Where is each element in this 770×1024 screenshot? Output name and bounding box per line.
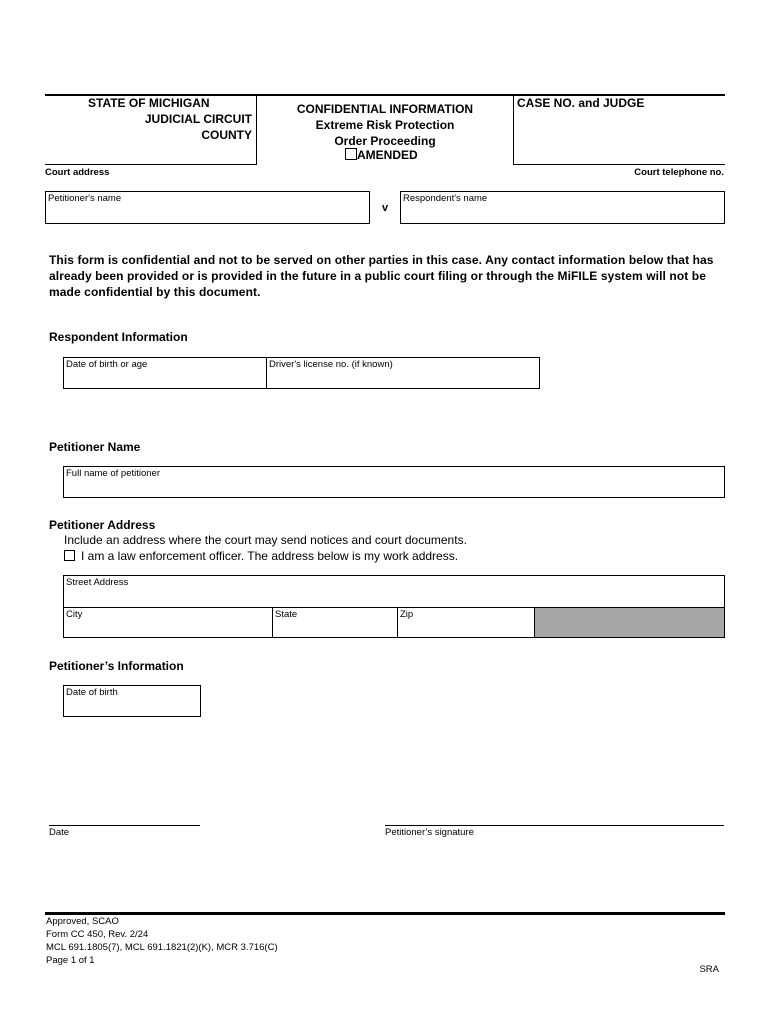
shaded-cell [534, 607, 725, 638]
header-bottom-rule-right [513, 164, 725, 165]
court-address-label: Court address [45, 167, 110, 178]
zip-field[interactable] [397, 607, 535, 638]
form-subtitle-2: Order Proceeding [334, 134, 436, 148]
amended-label: AMENDED [357, 148, 418, 162]
circuit-label: JUDICIAL CIRCUIT [144, 112, 252, 126]
respondent-license-label: Driver's license no. (if known) [269, 359, 393, 370]
officer-checkbox[interactable] [64, 550, 75, 561]
petitioner-name-field[interactable] [45, 191, 370, 224]
petitioner-full-name-field[interactable] [63, 466, 725, 498]
confidentiality-notice: This form is confidential and not to be served on other parties in this case. Any contact information below that has already been provided or is provided in the future in a public court filing or through the MiFILE system will not be made confidential by this document. [49, 253, 714, 299]
date-line[interactable] [49, 825, 200, 826]
date-label: Date [49, 827, 70, 838]
footer-page: Page 1 of 1 [46, 955, 95, 966]
state-field[interactable] [272, 607, 398, 638]
street-address-field[interactable] [63, 575, 725, 608]
header-divider-2 [513, 95, 514, 165]
respondent-info-heading: Respondent Information [49, 330, 188, 344]
footer-rule [45, 912, 725, 915]
amended-option [345, 148, 418, 162]
petitioner-dob-field[interactable] [63, 685, 201, 717]
respondent-license-field[interactable] [266, 357, 540, 389]
state-label: STATE OF MICHIGAN [88, 96, 210, 110]
form-subtitle-1: Extreme Risk Protection [315, 118, 455, 132]
signature-label: Petitioner’s signature [385, 827, 474, 838]
footer-form: Form CC 450, Rev. 2/24 [46, 929, 149, 940]
state-label: State [275, 609, 298, 620]
petitioner-full-name-label: Full name of petitioner [66, 468, 160, 479]
petitioner-info-heading: Petitioner’s Information [49, 659, 184, 673]
respondent-name-field[interactable] [400, 191, 725, 224]
form-title: CONFIDENTIAL INFORMATION [296, 102, 474, 116]
petitioner-name-heading: Petitioner Name [49, 440, 141, 454]
case-no-label: CASE NO. and JUDGE [517, 96, 645, 110]
versus-label: v [382, 202, 389, 214]
respondent-dob-field[interactable] [63, 357, 267, 389]
amended-checkbox[interactable] [345, 148, 357, 160]
respondent-name-label: Respondent's name [403, 193, 488, 204]
address-instruction: Include an address where the court may send notices and court documents. [64, 533, 467, 547]
petitioner-address-heading: Petitioner Address [49, 518, 156, 532]
zip-label: Zip [400, 609, 414, 620]
street-address-label: Street Address [66, 577, 129, 588]
signature-line[interactable] [385, 825, 724, 826]
court-phone-label: Court telephone no. [634, 167, 724, 178]
footer-approved: Approved, SCAO [46, 916, 119, 927]
county-label: COUNTY [201, 128, 252, 142]
petitioner-dob-label: Date of birth [66, 687, 118, 698]
footer-citations: MCL 691.1805(7), MCL 691.1821(2)(K), MCR 3.716(C) [46, 942, 278, 953]
officer-option [64, 549, 458, 563]
city-field[interactable] [63, 607, 273, 638]
officer-checkbox-label: I am a law enforcement officer. The address below is my work address. [81, 549, 459, 563]
case-no-field[interactable] [517, 112, 722, 162]
footer-code: SRA [699, 964, 719, 975]
respondent-dob-label: Date of birth or age [66, 359, 148, 370]
city-label: City [66, 609, 83, 620]
petitioner-name-label: Petitioner's name [48, 193, 122, 204]
header-bottom-rule-left [45, 164, 257, 165]
